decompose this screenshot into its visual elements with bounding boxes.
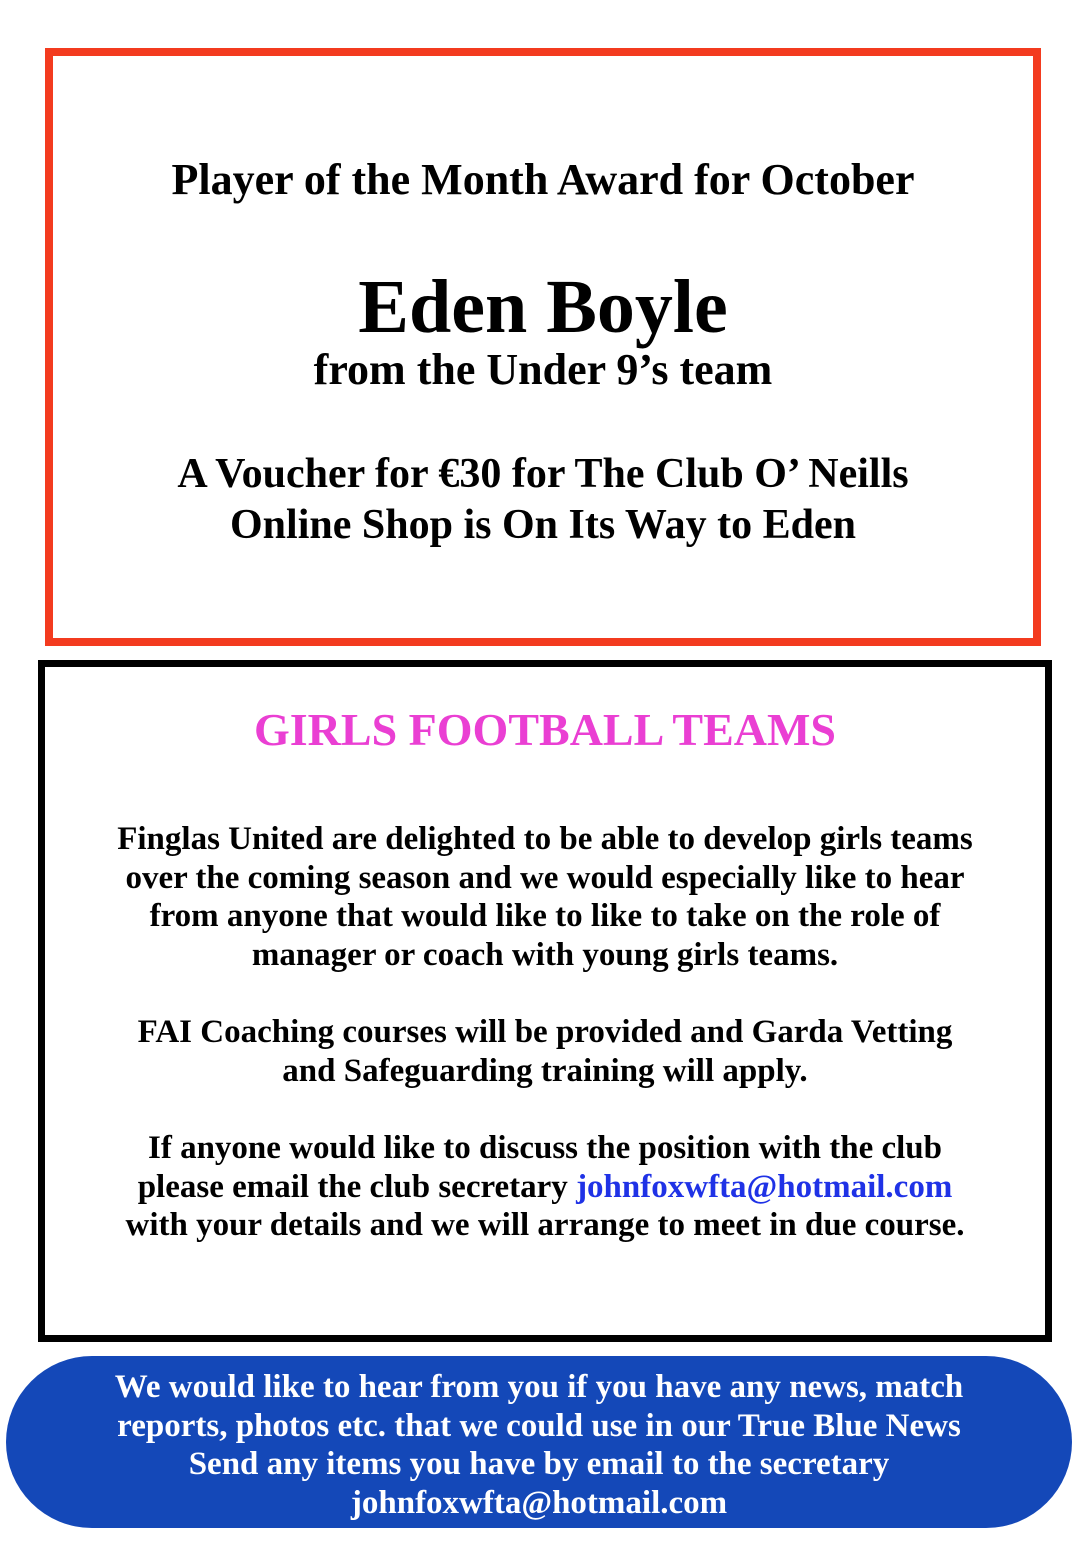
news-banner-line: reports, photos etc. that we could use in our True Blue News <box>117 1407 961 1444</box>
paragraph-line: with your details and we will arrange to meet in due course. <box>125 1207 965 1244</box>
paragraph-line: FAI Coaching courses will be provided and Garda Vetting <box>137 1014 953 1050</box>
paragraph-line: If anyone would like to discuss the position with the club <box>148 1130 942 1166</box>
paragraph-line-with-email <box>45 1168 1045 1207</box>
girls-teams-box <box>38 660 1052 1342</box>
award-box <box>45 48 1041 646</box>
news-banner-line: We would like to hear from you if you have any news, match <box>114 1369 964 1405</box>
paragraph-line: over the coming season and we would especially like to hear <box>125 859 965 896</box>
girls-teams-title: GIRLS FOOTBALL TEAMS <box>254 704 836 755</box>
award-voucher-line: A Voucher for €30 for The Club O’ Neills <box>177 451 909 497</box>
paragraph-line: Finglas United are delighted to be able to develop girls teams <box>117 821 973 857</box>
girls-teams-intro-paragraph <box>45 820 1045 974</box>
award-heading: Player of the Month Award for October <box>171 155 915 204</box>
news-banner <box>6 1356 1072 1528</box>
award-player-name: Eden Boyle <box>358 265 728 349</box>
award-team: from the Under 9’s team <box>313 345 773 394</box>
email-prefix-text: please email the club secretary <box>137 1168 577 1205</box>
girls-teams-contact-paragraph <box>45 1129 1045 1245</box>
award-voucher-line: Online Shop is On Its Way to Eden <box>230 502 856 548</box>
paragraph-line: from anyone that would like to like to take on the role of <box>149 898 941 935</box>
secretary-email-link[interactable]: johnfoxwfta@hotmail.com <box>576 1168 953 1205</box>
paragraph-line: and Safeguarding training will apply. <box>282 1052 808 1089</box>
news-banner-line: Send any items you have by email to the secretary <box>188 1446 890 1483</box>
award-voucher <box>53 449 1033 551</box>
girls-teams-courses-paragraph <box>45 1013 1045 1090</box>
news-banner-text <box>6 1368 1072 1523</box>
news-banner-email: johnfoxwfta@hotmail.com <box>350 1485 728 1522</box>
paragraph-line: manager or coach with young girls teams. <box>251 936 839 973</box>
